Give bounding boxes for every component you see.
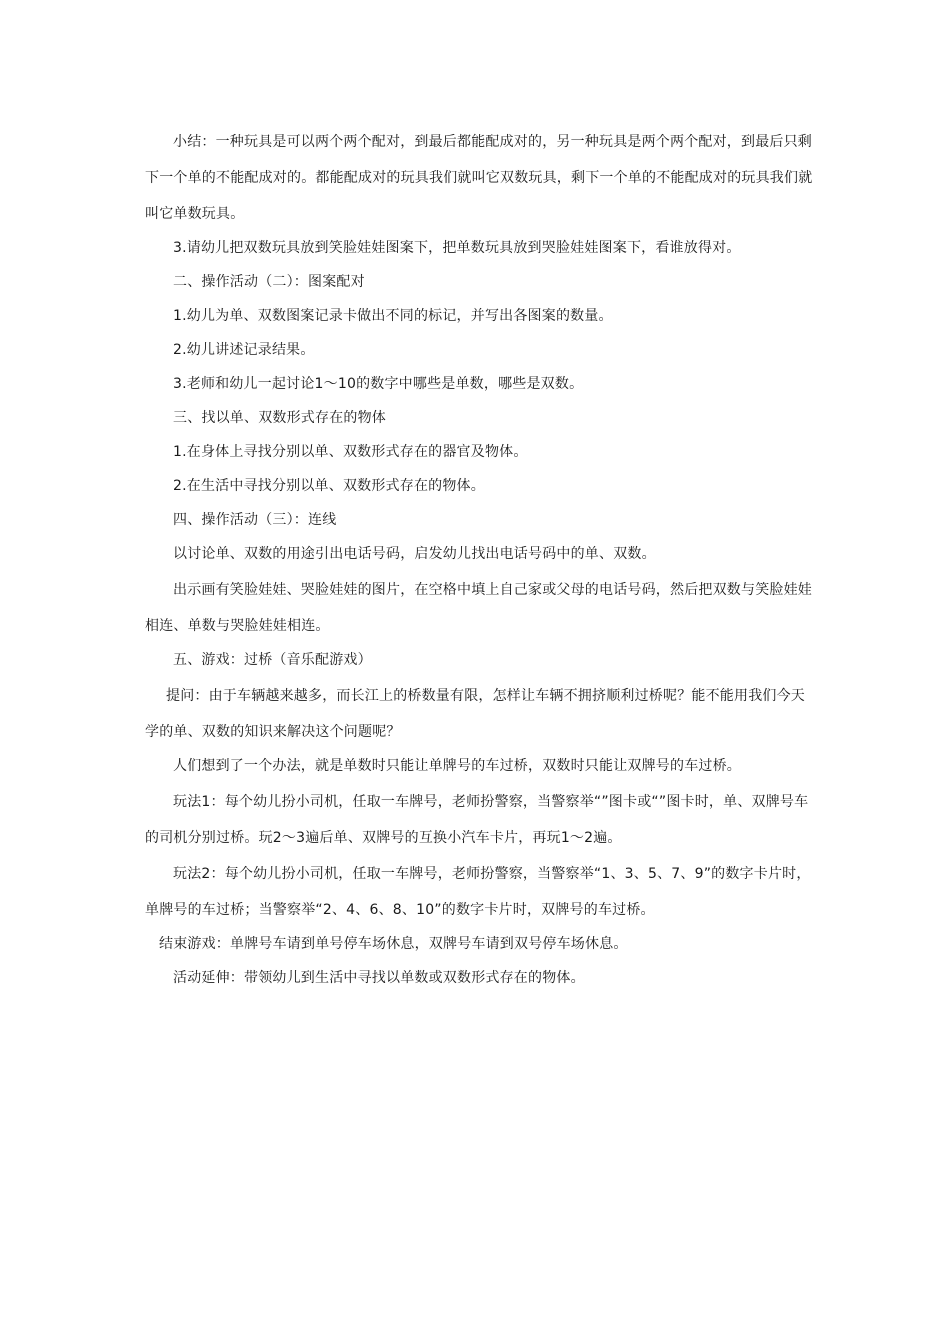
question-paragraph: 提问：由于车辆越来越多，而长江上的桥数量有限，怎样让车辆不拥挤顺利过桥呢？能不能用我们今天学的单、双数的知识来解决这个问题呢？ (145, 688, 805, 740)
play-method-2: 玩法2：每个幼儿扮小司机，任取一车牌号，老师扮警察，当警察举“1、3、5、7、9”的数字卡片时，单牌号的车过桥；当警察举“2、4、6、8、10”的数字卡片时，双牌号的车过桥。 (145, 866, 811, 918)
idea-paragraph: 人们想到了一个办法，就是单数时只能让单牌号的车过桥，双数时只能让双牌号的车过桥。 (173, 758, 741, 774)
step-3-paragraph: 3.请幼儿把双数玩具放到笑脸娃娃图案下，把单数玩具放到哭脸娃娃图案下，看谁放得对。 (173, 240, 741, 256)
section-3-item-1: 1.在身体上寻找分别以单、双数形式存在的器官及物体。 (173, 444, 528, 460)
section-3-heading: 三、找以单、双数形式存在的物体 (173, 410, 386, 426)
section-2-item-1: 1.幼儿为单、双数图案记录卡做出不同的标记，并写出各图案的数量。 (173, 308, 613, 324)
section-3-item-2: 2.在生活中寻找分别以单、双数形式存在的物体。 (173, 478, 485, 494)
extension-paragraph: 活动延伸：带领幼儿到生活中寻找以单数或双数形式存在的物体。 (173, 970, 585, 986)
section-2-item-3: 3.老师和幼儿一起讨论1～10的数字中哪些是单数，哪些是双数。 (173, 376, 584, 392)
document-body (145, 124, 813, 996)
section-5-heading: 五、游戏：过桥（音乐配游戏） (173, 652, 372, 668)
section-2-heading: 二、操作活动（二）：图案配对 (173, 274, 365, 290)
end-game-paragraph: 结束游戏：单牌号车请到单号停车场休息，双牌号车请到双号停车场休息。 (159, 936, 628, 952)
section-4-heading: 四、操作活动（三）：连线 (173, 512, 337, 528)
section-4-para-1: 以讨论单、双数的用途引出电话号码，启发幼儿找出电话号码中的单、双数。 (173, 546, 656, 562)
section-4-para-2: 出示画有笑脸娃娃、哭脸娃娃的图片，在空格中填上自己家或父母的电话号码，然后把双数与笑脸娃娃相连、单数与哭脸娃娃相连。 (145, 582, 812, 634)
section-2-item-2: 2.幼儿讲述记录结果。 (173, 342, 315, 358)
play-method-1: 玩法1：每个幼儿扮小司机，任取一车牌号，老师扮警察，当警察举“”图卡或“”图卡时，单、双牌号车的司机分别过桥。玩2～3遍后单、双牌号的互换小汽车卡片，再玩1～2遍。 (145, 794, 809, 846)
summary-paragraph: 小结：一种玩具是可以两个两个配对，到最后都能配成对的，另一种玩具是两个两个配对，到最后只剩下一个单的不能配成对的。都能配成对的玩具我们就叫它双数玩具，剩下一个单的不能配成对的玩具我们就叫它单数玩具。 (145, 134, 813, 222)
